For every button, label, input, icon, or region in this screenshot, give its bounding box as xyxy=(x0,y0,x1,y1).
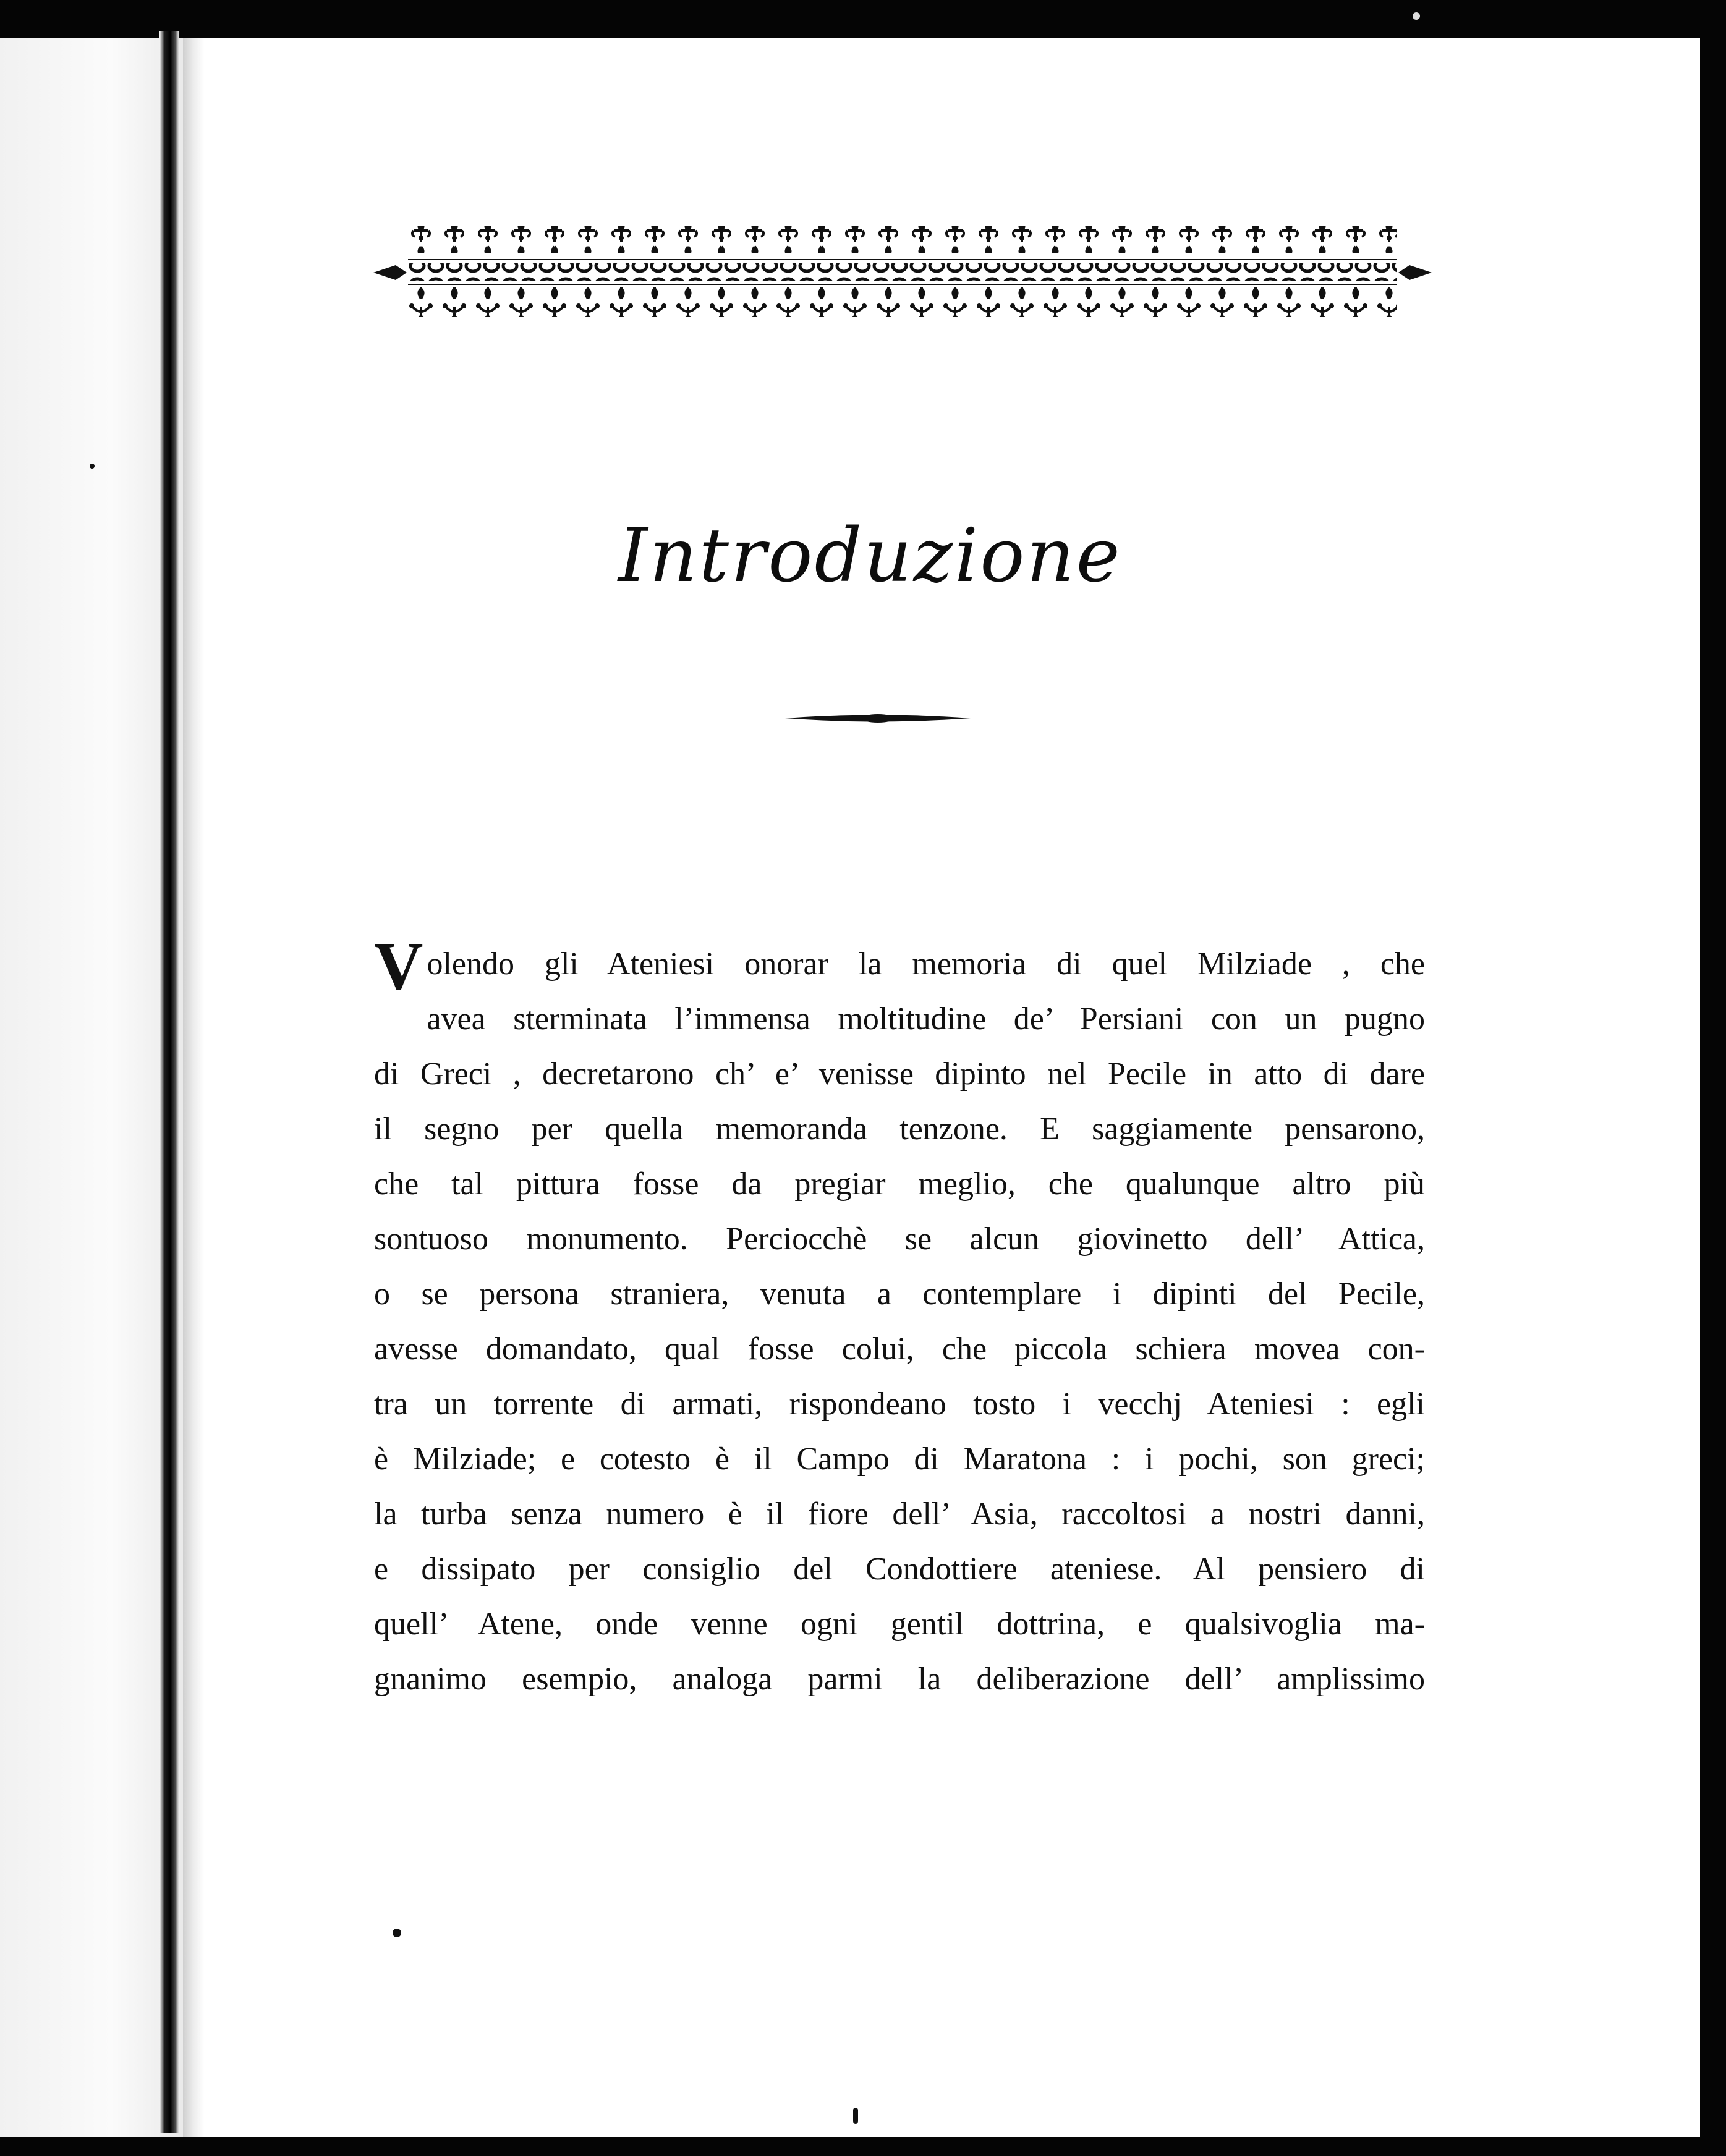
print-speck xyxy=(853,2108,858,2124)
scan-border-bottom xyxy=(0,2137,1726,2156)
body-paragraph xyxy=(374,928,1425,1707)
text-line: la turba senza numero è il fiore dell’ Asia, raccoltosi a nostri danni, xyxy=(374,1496,1425,1532)
decorative-header-ornament xyxy=(371,219,1434,337)
heading-divider-rule xyxy=(785,709,971,728)
text-line: il segno per quella memoranda tenzone. E saggiamente pensarono, xyxy=(374,1111,1425,1147)
print-speck xyxy=(1413,12,1420,20)
text-line: e dissipato per consiglio del Condottiere ateniese. Al pensiero di xyxy=(374,1551,1425,1587)
text-line: olendo gli Ateniesi onorar la memoria di quel Milziade , che xyxy=(427,946,1425,982)
facing-page-edge xyxy=(0,38,185,2137)
book-gutter xyxy=(159,31,179,2133)
chapter-heading: Introduzione xyxy=(618,513,1122,599)
text-line: avea sterminata l’immensa moltitudine de’ Persiani con un pugno xyxy=(427,1001,1425,1037)
scan-border-right xyxy=(1700,0,1726,2156)
text-line: sontuoso monumento. Perciocchè se alcun giovinetto dell’ Attica, xyxy=(374,1221,1425,1257)
text-line: tra un torrente di armati, rispondeano tosto i vecchj Ateniesi : egli xyxy=(374,1386,1425,1422)
text-line: avesse domandato, qual fosse colui, che piccola schiera movea con- xyxy=(374,1331,1425,1367)
print-speck xyxy=(393,1929,401,1937)
scan-border-top xyxy=(0,0,1726,38)
text-line: che tal pittura fosse da pregiar meglio, che qualunque altro più xyxy=(374,1166,1425,1202)
text-line: di Greci , decretarono ch’ e’ venisse dipinto nel Pecile in atto di dare xyxy=(374,1056,1425,1092)
text-line: quell’ Atene, onde venne ogni gentil dottrina, e qualsivoglia ma- xyxy=(374,1606,1425,1642)
text-line: o se persona straniera, venuta a contemplare i dipinti del Pecile, xyxy=(374,1276,1425,1312)
text-line: gnanimo esempio, analoga parmi la deliberazione dell’ amplissimo xyxy=(374,1662,1425,1697)
print-speck xyxy=(90,464,95,469)
text-line: è Milziade; e cotesto è il Campo di Maratona : i pochi, son greci; xyxy=(374,1441,1425,1477)
gutter-shadow xyxy=(183,38,204,2137)
drop-cap: V xyxy=(374,928,423,1004)
